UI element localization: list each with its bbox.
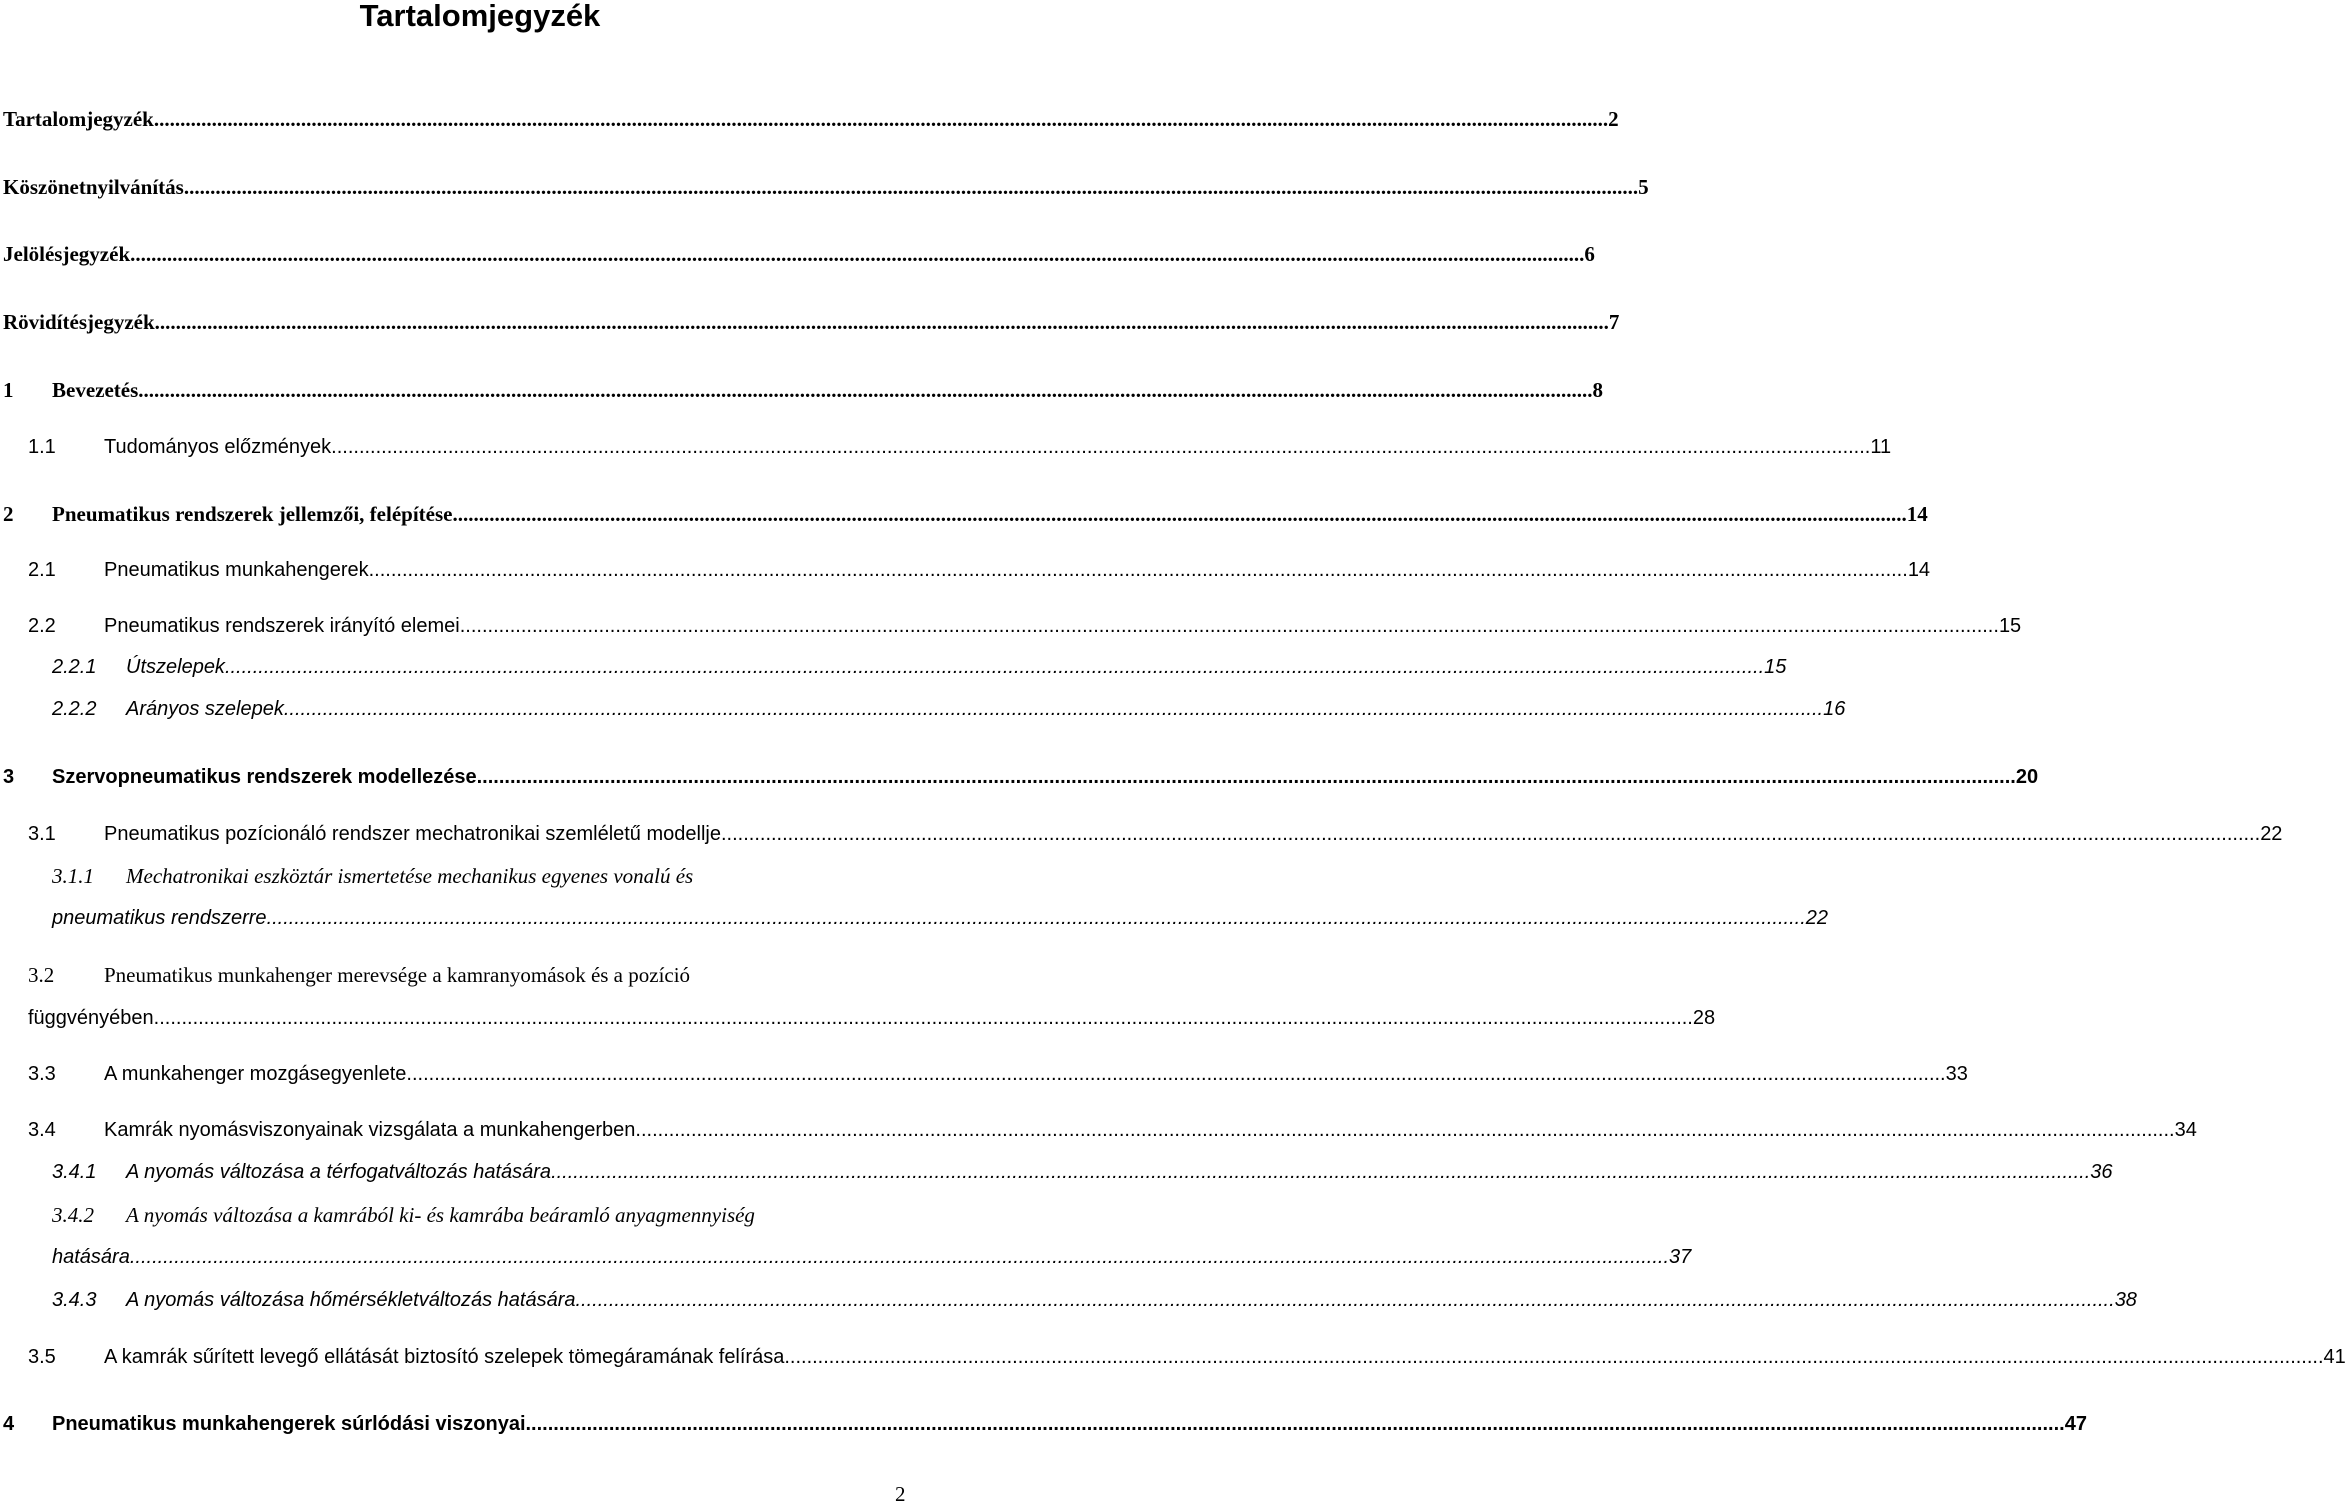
toc-label: Pneumatikus rendszerek jellemzői, felépítése [52,502,453,526]
toc-leader [460,613,1999,639]
toc-entry-1-1[interactable] [28,434,1892,460]
toc-leader [138,377,1592,403]
toc-entry-2-2[interactable] [28,613,2022,639]
toc-leader [721,821,2260,847]
toc-leader [477,764,2016,790]
toc-label: Bevezetés [52,378,139,402]
toc-label: Pneumatikus pozícionáló rendszer mechatronikai szemléletű modellje [104,823,721,845]
toc-label: A kamrák sűrített levegő ellátását biztosító szelepek tömegáramának felírása [104,1346,785,1368]
toc-number: 2.2.1 [52,656,97,678]
toc-leader [369,557,1908,583]
toc-entry-3-4-2-line1[interactable] [52,1202,755,1228]
toc-page: 22 [1805,907,1829,929]
toc-entry-4[interactable] [3,1411,2087,1437]
toc-leader [130,1244,1669,1270]
toc-label-continued: hatására [52,1246,130,1268]
toc-page: 36 [2090,1161,2113,1183]
toc-leader [575,1287,2114,1313]
toc-label: Tartalomjegyzék [3,107,154,131]
toc-label: Pneumatikus munkahengerek súrlódási viszonyai [52,1413,526,1435]
toc-label: Szervopneumatikus rendszerek modellezése [52,766,477,788]
toc-number: 3.1.1 [52,864,94,888]
toc-entry-3-5[interactable] [28,1344,2346,1370]
toc-label: Arányos szelepek [126,698,284,720]
toc-number: 2.2 [28,615,56,637]
toc-leader [284,696,1823,722]
toc-label: Köszönetnyilvánítás [3,175,184,199]
toc-leader [155,309,1609,335]
toc-number: 4 [3,1413,15,1435]
toc-page: 41 [2323,1346,2346,1368]
toc-page: 34 [2174,1119,2197,1141]
toc-entry-2[interactable] [3,501,1928,527]
toc-entry-3-4-2[interactable] [52,1244,1692,1270]
toc-number: 1.1 [28,436,56,458]
toc-entry-jelolesjegyzek[interactable] [3,241,1595,267]
toc-page: 5 [1638,175,1649,199]
toc-leader [784,1344,2323,1370]
toc-label: A nyomás változása hőmérsékletváltozás hatására [126,1289,576,1311]
toc-number: 3.5 [28,1346,56,1368]
toc-number: 3.1 [28,823,56,845]
toc-number: 2.2.2 [52,698,97,720]
toc-number: 2.1 [28,559,56,581]
toc-page: 33 [1945,1063,1968,1085]
toc-number: 3.4.3 [52,1289,97,1311]
toc-page: 11 [1870,436,1892,458]
toc-leader [267,905,1806,931]
toc-label: Mechatronikai eszköztár ismertetése mechanikus egyenes vonalú és [126,864,694,888]
toc-leader [225,654,1764,680]
toc-number: 3.4.1 [52,1161,97,1183]
toc-page: 28 [1692,1007,1716,1029]
toc-leader [184,174,1638,200]
toc-page: 15 [1998,615,2022,637]
toc-page: 22 [2260,823,2283,845]
toc-entry-koszonetnyilvanitas[interactable] [3,174,1649,200]
toc-entry-3-1-1[interactable] [52,905,1829,931]
toc-number: 3 [3,766,15,788]
toc-page: 8 [1592,378,1604,402]
toc-entry-1[interactable] [3,377,1604,403]
toc-entry-3-2[interactable] [28,1005,1716,1031]
toc-page: 20 [2015,766,2039,788]
toc-page: 6 [1584,242,1595,266]
toc-number: 3.4.2 [52,1203,94,1227]
toc-label: Rövidítésjegyzék [3,310,155,334]
toc-label: A munkahenger mozgásegyenlete [104,1063,407,1085]
toc-label: Pneumatikus munkahenger merevsége a kamranyomások és a pozíció [104,963,691,987]
toc-page: 47 [2064,1413,2087,1435]
toc-leader [154,1005,1693,1031]
toc-leader [635,1117,2174,1143]
toc-entry-3-3[interactable] [28,1061,1968,1087]
toc-leader [551,1159,2090,1185]
toc-label: Pneumatikus munkahengerek [104,559,369,581]
toc-entry-3-4-1[interactable] [52,1159,2113,1185]
toc-number: 2 [3,502,14,526]
toc-label: Útszelepek [126,656,225,678]
toc-entry-roviditesjegyzek[interactable] [3,309,1620,335]
toc-label: A nyomás változása a kamrából ki- és kamrába beáramló anyagmennyiség [126,1203,755,1227]
toc-entry-3-2-line1[interactable] [28,962,690,988]
toc-label: A nyomás változása a térfogatváltozás hatására [126,1161,552,1183]
toc-leader [130,241,1584,267]
toc-leader [331,434,1870,460]
page-title: Tartalomjegyzék [359,0,601,33]
toc-page: 7 [1608,310,1620,334]
toc-number: 3.2 [28,963,55,987]
toc-label-continued: függvényében [28,1007,154,1029]
toc-entry-2-2-1[interactable] [52,654,1787,680]
toc-leader [452,501,1906,527]
toc-label: Kamrák nyomásviszonyainak vizsgálata a munkahengerben [104,1119,636,1141]
toc-label-continued: pneumatikus rendszerre [52,907,267,929]
toc-leader [154,106,1608,132]
toc-leader [406,1061,1945,1087]
toc-entry-3-4[interactable] [28,1117,2197,1143]
toc-label: Tudományos előzmények [104,436,332,458]
toc-number: 3.4 [28,1119,56,1141]
toc-page: 2 [1608,107,1619,131]
toc-page: 38 [2114,1289,2137,1311]
toc-entry-2-1[interactable] [28,557,1931,583]
toc-page: 37 [1669,1246,1692,1268]
toc-page: 14 [1906,502,1928,526]
toc-page: 15 [1764,656,1787,678]
toc-entry-2-2-2[interactable] [52,696,1846,722]
toc-number: 1 [3,378,14,402]
toc-page: 14 [1907,559,1931,581]
toc-number: 3.3 [28,1063,56,1085]
toc-entry-tartalomjegyzek[interactable] [3,106,1619,132]
toc-label: Jelölésjegyzék [3,242,131,266]
toc-entry-3-1[interactable] [28,821,2283,847]
page-number: 2 [895,1482,906,1506]
toc-entry-3[interactable] [3,764,2039,790]
toc-leader [526,1411,2065,1437]
toc-label: Pneumatikus rendszerek irányító elemei [104,615,460,637]
toc-entry-3-1-1-line1[interactable] [52,863,693,889]
toc-entry-3-4-3[interactable] [52,1287,2137,1313]
toc-page: 16 [1823,698,1846,720]
